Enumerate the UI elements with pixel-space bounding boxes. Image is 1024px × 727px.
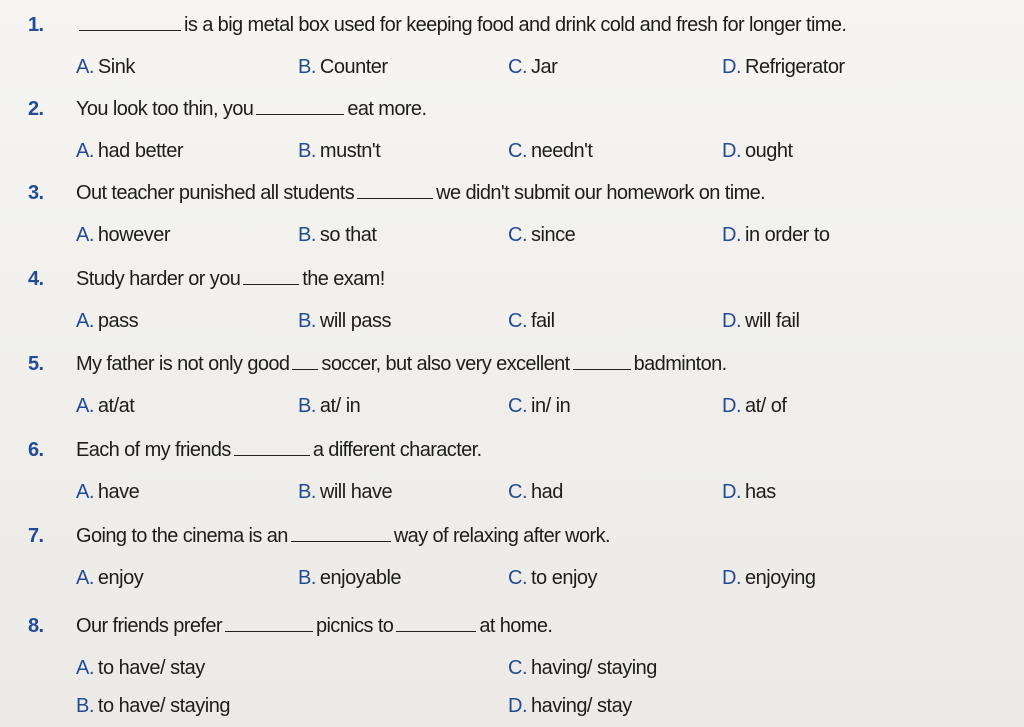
question-stem	[28, 268, 385, 298]
answer-options	[28, 481, 1014, 511]
question-text-before: You look too thin, you	[76, 98, 254, 120]
option-letter: B.	[298, 224, 316, 246]
option-text: pass	[97, 310, 139, 332]
option-text: having/ staying	[531, 657, 657, 679]
option-text: Sink	[97, 56, 135, 78]
option-c[interactable]	[508, 224, 575, 247]
option-letter: C.	[508, 395, 527, 417]
option-letter: A.	[76, 567, 94, 589]
answer-blank	[243, 268, 299, 285]
answer-blank	[291, 525, 391, 542]
question-number: 7.	[28, 525, 44, 547]
option-letter: D.	[722, 395, 741, 417]
option-text: in/ in	[531, 395, 571, 417]
option-a[interactable]	[76, 395, 134, 418]
option-text: to enjoy	[531, 567, 598, 589]
question-number: 8.	[28, 615, 44, 637]
option-a[interactable]	[76, 567, 143, 590]
option-b[interactable]	[76, 695, 230, 718]
option-text: has	[745, 481, 776, 503]
question-stem	[28, 525, 610, 555]
question-3	[28, 182, 1014, 268]
question-stem	[28, 615, 552, 645]
option-letter: D.	[508, 695, 527, 717]
answer-blank	[234, 439, 310, 456]
question-text-after: the exam!	[302, 268, 385, 290]
answer-blank	[357, 182, 433, 199]
option-letter: B.	[76, 695, 94, 717]
answer-options	[28, 567, 1014, 597]
question-stem	[28, 98, 426, 128]
option-text: to have/ staying	[97, 695, 230, 717]
option-letter: B.	[298, 395, 316, 417]
option-a[interactable]	[76, 481, 139, 504]
option-text: at/at	[97, 395, 135, 417]
question-stem	[28, 182, 765, 212]
option-c[interactable]	[508, 56, 557, 79]
option-letter: C.	[508, 657, 527, 679]
option-letter: A.	[76, 56, 94, 78]
option-text: enjoyable	[319, 567, 402, 589]
option-letter: C.	[508, 567, 527, 589]
option-b[interactable]	[298, 567, 401, 590]
answer-blank-1	[225, 615, 313, 632]
option-b[interactable]	[298, 395, 360, 418]
option-letter: D.	[722, 140, 741, 162]
answer-options-row-1	[28, 657, 1014, 687]
question-stem	[28, 439, 482, 469]
answer-blank-2	[396, 615, 476, 632]
option-c[interactable]	[508, 567, 597, 590]
option-text: however	[97, 224, 171, 246]
question-text-before: Study harder or you	[76, 268, 241, 290]
question-text-before: Going to the cinema is an	[76, 525, 288, 547]
option-c[interactable]	[508, 140, 593, 163]
option-letter: D.	[722, 56, 741, 78]
option-letter: D.	[722, 310, 741, 332]
option-b[interactable]	[298, 310, 391, 333]
option-letter: D.	[722, 481, 741, 503]
option-text: at/ of	[745, 395, 787, 417]
option-a[interactable]	[76, 140, 183, 163]
option-b[interactable]	[298, 481, 392, 504]
option-letter: C.	[508, 140, 527, 162]
question-text-before: My father is not only good	[76, 353, 290, 375]
answer-options-row-2	[28, 695, 1014, 725]
question-5	[28, 353, 1014, 439]
option-letter: B.	[298, 481, 316, 503]
option-text: since	[531, 224, 576, 246]
option-text: Jar	[531, 56, 558, 78]
question-number: 2.	[28, 98, 44, 120]
option-c[interactable]	[508, 395, 570, 418]
question-text-after: badminton.	[633, 353, 727, 375]
option-letter: A.	[76, 224, 94, 246]
option-text: Refrigerator	[745, 56, 845, 78]
question-stem	[28, 14, 846, 44]
option-b[interactable]	[298, 224, 376, 247]
option-text: ought	[745, 140, 793, 162]
question-text-middle: soccer, but also very excellent	[321, 353, 570, 375]
option-c[interactable]	[508, 310, 555, 333]
option-c[interactable]	[508, 657, 657, 680]
question-text-middle: picnics to	[315, 615, 394, 637]
option-letter: B.	[298, 140, 316, 162]
option-text: will have	[319, 481, 393, 503]
option-text: to have/ stay	[97, 657, 205, 679]
option-letter: A.	[76, 395, 94, 417]
question-1	[28, 14, 1014, 100]
option-letter: A.	[76, 310, 94, 332]
option-text: in order to	[745, 224, 830, 246]
answer-blank	[256, 98, 344, 115]
option-letter: A.	[76, 657, 94, 679]
option-d[interactable]	[722, 310, 799, 333]
question-text-before: Out teacher punished all students	[76, 182, 355, 204]
question-text-after: a different character.	[312, 439, 482, 461]
question-number: 4.	[28, 268, 44, 290]
option-text: Counter	[319, 56, 388, 78]
option-a[interactable]	[76, 224, 170, 247]
option-b[interactable]	[298, 56, 388, 79]
option-text: have	[97, 481, 140, 503]
option-text: had better	[97, 140, 183, 162]
question-text-after: we didn't submit our homework on time.	[436, 182, 766, 204]
option-letter: B.	[298, 56, 316, 78]
option-text: had	[531, 481, 563, 503]
question-text-before: Our friends prefer	[76, 615, 222, 637]
option-text: so that	[319, 224, 377, 246]
answer-options	[28, 310, 1014, 340]
option-letter: C.	[508, 481, 527, 503]
option-text: having/ stay	[531, 695, 632, 717]
option-letter: D.	[722, 567, 741, 589]
option-letter: C.	[508, 310, 527, 332]
option-text: needn't	[531, 140, 593, 162]
option-letter: B.	[298, 567, 316, 589]
answer-blank-2	[573, 353, 631, 370]
option-letter: B.	[298, 310, 316, 332]
option-letter: D.	[722, 224, 741, 246]
question-4	[28, 268, 1014, 354]
option-text: fail	[531, 310, 555, 332]
option-letter: C.	[508, 224, 527, 246]
option-text: mustn't	[319, 140, 381, 162]
question-7	[28, 525, 1014, 611]
question-8	[28, 615, 1014, 725]
answer-blank-1	[292, 353, 318, 370]
option-text: will fail	[745, 310, 800, 332]
question-number: 3.	[28, 182, 44, 204]
answer-options	[28, 224, 1014, 254]
question-number: 5.	[28, 353, 44, 375]
option-text: will pass	[319, 310, 391, 332]
question-text-after: at home.	[479, 615, 553, 637]
option-text: enjoying	[745, 567, 816, 589]
option-letter: A.	[76, 140, 94, 162]
option-d[interactable]	[508, 695, 632, 718]
option-a[interactable]	[76, 56, 135, 79]
question-text: is a big metal box used for keeping food and drink cold and fresh for longer time.	[184, 14, 847, 36]
question-stem	[28, 353, 727, 383]
option-d[interactable]	[722, 567, 816, 590]
answer-blank	[79, 14, 181, 31]
question-number: 6.	[28, 439, 44, 461]
option-text: enjoy	[97, 567, 144, 589]
option-d[interactable]	[722, 140, 793, 163]
answer-options	[28, 395, 1014, 425]
option-c[interactable]	[508, 481, 563, 504]
question-number: 1.	[28, 14, 44, 36]
answer-options	[28, 140, 1014, 170]
option-letter: A.	[76, 481, 94, 503]
question-text-after: way of relaxing after work.	[393, 525, 610, 547]
option-text: at/ in	[319, 395, 361, 417]
option-a[interactable]	[76, 657, 205, 680]
option-d[interactable]	[722, 56, 845, 79]
option-d[interactable]	[722, 224, 830, 247]
question-text-before: Each of my friends	[76, 439, 231, 461]
option-d[interactable]	[722, 395, 786, 418]
option-a[interactable]	[76, 310, 138, 333]
option-b[interactable]	[298, 140, 380, 163]
option-d[interactable]	[722, 481, 776, 504]
question-6	[28, 439, 1014, 525]
option-letter: C.	[508, 56, 527, 78]
question-2	[28, 98, 1014, 184]
answer-options	[28, 56, 1014, 86]
question-text-after: eat more.	[347, 98, 427, 120]
